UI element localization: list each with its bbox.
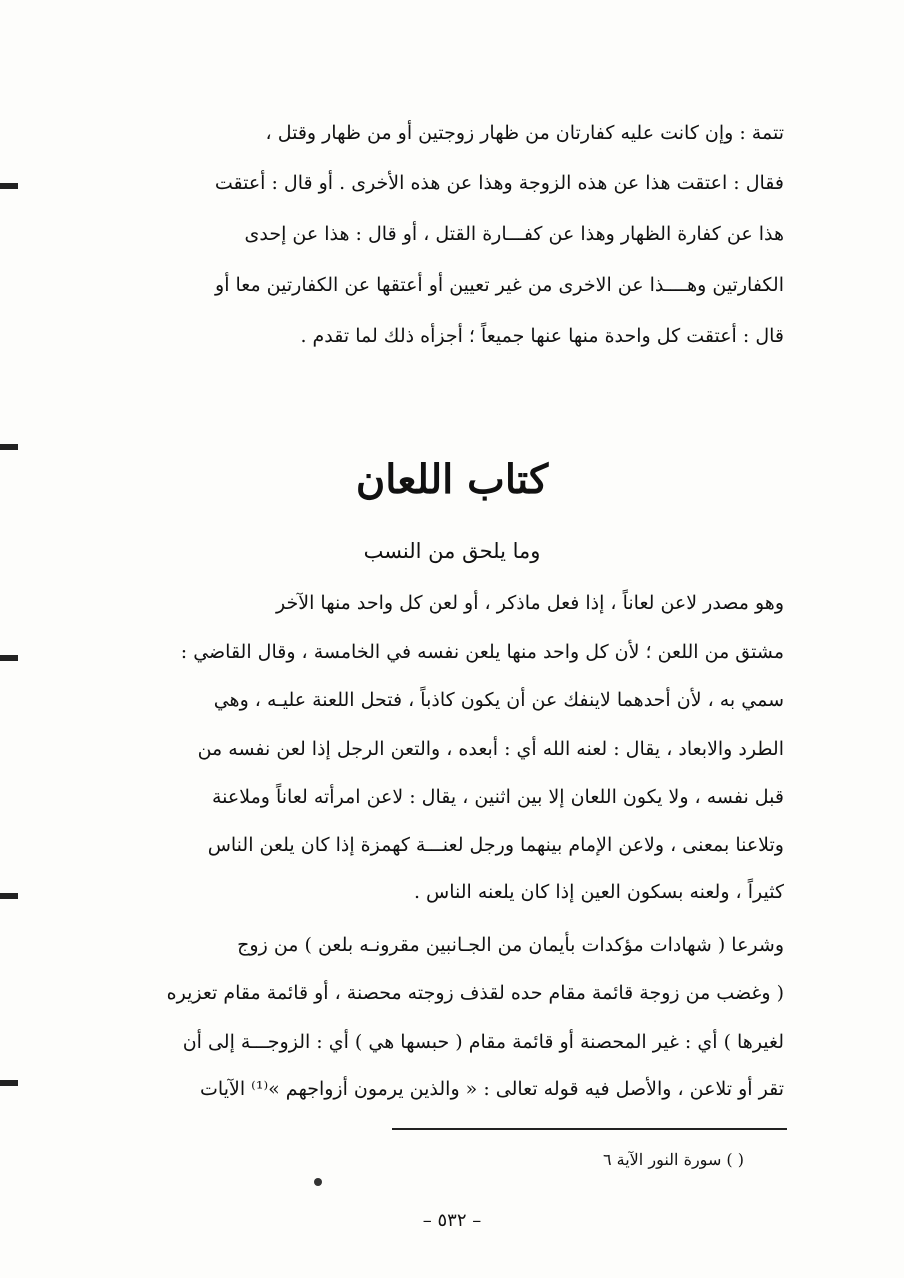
footnote-divider — [392, 1128, 787, 1130]
text-line: هذا عن كفارة الظهار وهذا عن كفـــارة القتل ، أو قال : هذا عن إحدى — [244, 223, 784, 245]
text-line: قال : أعتقت كل واحدة منها عنها جميعاً ؛ أجزأه ذلك لما تقدم . — [300, 325, 784, 347]
page-number: – ٥٣٢ – — [422, 1210, 482, 1231]
text-line: فقال : اعتقت هذا عن هذه الزوجة وهذا عن هذه الأخرى . أو قال : أعتقت — [214, 172, 784, 194]
text-line: قبل نفسه ، ولا يكون اللعان إلا بين اثنين ، يقال : لاعن امرأته لعاناً وملاعنة — [211, 786, 784, 808]
footnote: ( ) سورة النور الآية ٦ — [602, 1150, 744, 1169]
text-line: تقر أو تلاعن ، والأصل فيه قوله تعالى : « والذين يرمون أزواجهم »⁽¹⁾ الآيات — [200, 1078, 784, 1100]
scan-edge-mark — [0, 444, 18, 450]
text-line: وشرعا ( شهادات مؤكدات بأيمان من الجـانبين مقرونـه بلعن ) من زوج — [237, 934, 784, 956]
scan-edge-mark — [0, 655, 18, 661]
text-line: مشتق من اللعن ؛ لأن كل واحد منها يلعن نفسه في الخامسة ، وقال القاضي : — [180, 641, 784, 663]
chapter-title: كتاب اللعان — [355, 456, 549, 503]
text-line: الطرد والابعاد ، يقال : لعنه الله أي : أبعده ، والتعن الرجل إذا لعن نفسه من — [197, 738, 784, 760]
chapter-subtitle: وما يلحق من النسب — [363, 539, 541, 563]
scan-edge-mark — [0, 183, 18, 189]
text-line: وهو مصدر لاعن لعاناً ، إذا فعل ماذكر ، أو لعن كل واحد منها الآخر — [276, 592, 784, 614]
body-paragraph — [108, 930, 784, 1130]
text-line: كثيراً ، ولعنه بسكون العين إذا كان يلعنه الناس . — [413, 881, 784, 903]
scan-edge-mark — [0, 1080, 18, 1086]
text-line: وتلاعنا بمعنى ، ولاعن الإمام بينهما ورجل لعنـــة كهمزة إذا كان يلعن الناس — [207, 834, 784, 856]
text-line: الكفارتين وهــــذا عن الاخرى من غير تعيين أو أعتقها عن الكفارتين معا أو — [215, 274, 784, 296]
text-line: سمي به ، لأن أحدهما لاينفك عن أن يكون كاذباً ، فتحل اللعنة عليـه ، وهي — [213, 689, 784, 711]
body-paragraph — [108, 588, 784, 928]
top-paragraph — [128, 118, 784, 358]
ink-speck — [314, 1178, 322, 1186]
text-line: تتمة : وإن كانت عليه كفارتان من ظهار زوجتين أو من ظهار وقتل ، — [265, 122, 784, 144]
scan-edge-mark — [0, 893, 18, 899]
text-line: ( وغضب من زوجة قائمة مقام حده لقذف زوجته محصنة ، أو قائمة مقام تعزيره — [166, 982, 784, 1004]
text-line: لغيرها ) أي : غير المحصنة أو قائمة مقام ( حبسها هي ) أي : الزوجـــة إلى أن — [182, 1031, 784, 1053]
